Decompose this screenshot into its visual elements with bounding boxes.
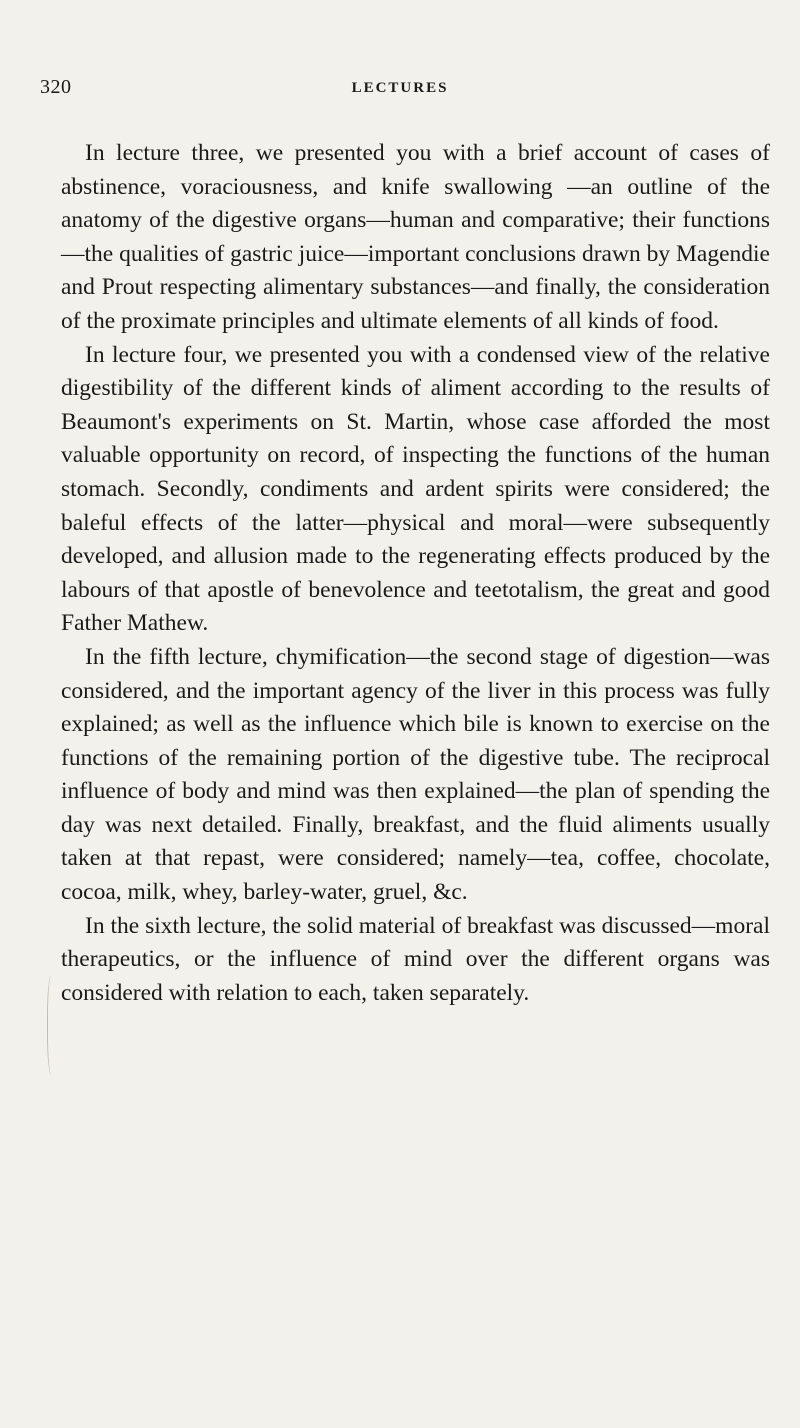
page-number: 320	[40, 76, 72, 98]
body-text	[61, 137, 770, 1010]
paragraph-lecture-three: In lecture three, we presented you with a brief account of cases of abstinence, voraciousness, and knife swallowing —an outline of the anatomy of the digestive organs—human and comparative; their functions—the qualities of gastric juice—important conclusions drawn by Magendie and Prout respecting alimentary substances—and finally, the consideration of the proximate principles and ultimate elements of all kinds of food.	[61, 140, 770, 334]
paragraph-lecture-four: In lecture four, we presented you with a condensed view of the relative digestibility of the different kinds of aliment according to the results of Beaumont's experiments on St. Martin, whose case afforded the most valuable opportunity on record, of inspecting the functions of the human stomach. Secondly, condiments and ardent spirits were considered; the baleful effects of the latter—physical and moral—were subsequently developed, and allusion made to the regenerating effects produced by the labours of that apostle of benevolence and teetotalism, the great and good Father Mathew.	[61, 341, 770, 637]
paragraph-lecture-six: In the sixth lecture, the solid material of breakfast was discussed—moral therapeutics, or the influence of mind over the different organs was considered with relation to each, taken separately.	[61, 912, 770, 1006]
margin-pencil-mark	[47, 975, 58, 1075]
paragraph-lecture-five: In the fifth lecture, chymification—the second stage of digestion—was considered, and the important agency of the liver in this process was fully explained; as well as the influence which bile is known to exercise on the functions of the remaining portion of the digestive tube. The reciprocal influence of body and mind was then explained—the plan of spending the day was next detailed. Finally, breakfast, and the fluid aliments usually taken at that repast, were considered; namely—tea, coffee, chocolate, cocoa, milk, whey, barley-water, gruel, &c.	[61, 643, 770, 906]
running-head: LECTURES	[351, 80, 449, 96]
